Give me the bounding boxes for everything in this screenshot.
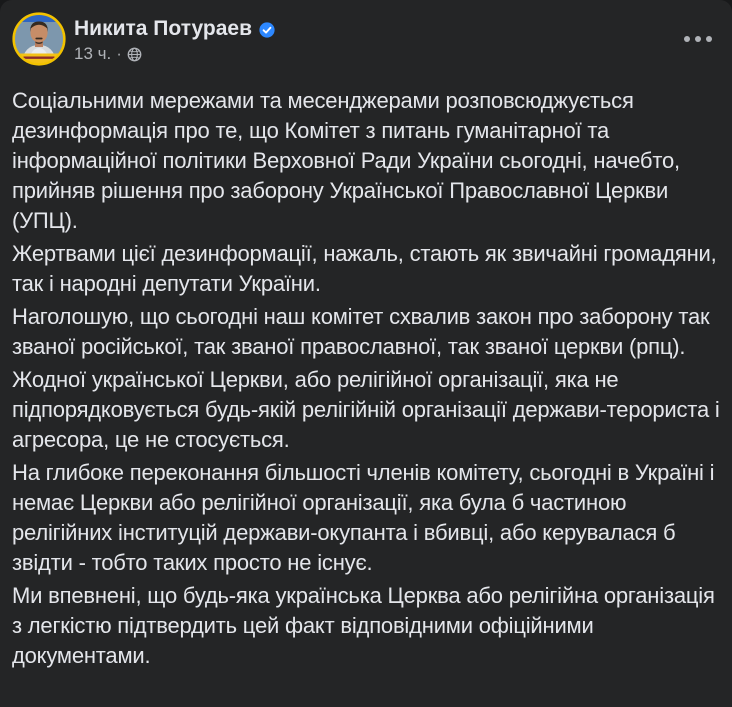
avatar-image [12, 12, 66, 66]
post-options-button[interactable] [678, 28, 718, 50]
avatar[interactable] [12, 12, 66, 66]
post-paragraph: Жертвами цієї дезинформації, нажаль, стають як звичайні громадяни, так і народні депутати України. [12, 241, 717, 296]
verified-badge-icon [259, 22, 275, 38]
post-paragraph: На глибоке переконання більшості членів комітету, сьогодні в Україні і немає Церкви або релігійної організації, яка була б частиною релігійних інституцій держави-окупанта і вбивці, або керувалася б звідти - тобто таких просто не існує. [12, 460, 715, 575]
post-paragraph: Жодної української Церкви, або релігійної організації, яка не підпорядковується будь-якій релігійній організації держави-терориста і агресора, це не стосується. [12, 367, 720, 452]
author-line [74, 16, 275, 42]
post-paragraph: Ми впевнені, що будь-яка українська Церква або релігійна організація з легкістю підтвердить цей факт відповідними офіційними документами. [12, 583, 715, 668]
ellipsis-icon [684, 36, 712, 42]
post-meta [74, 44, 275, 64]
post-text [12, 86, 720, 671]
meta-separator: · [116, 44, 122, 63]
post-paragraph: Наголошую, що сьогодні наш комітет схвалив закон про заборону так званої російської, так званої православної, так званої церкви (рпц). [12, 304, 710, 359]
timestamp[interactable]: 13 ч. [74, 44, 112, 63]
author-block [74, 12, 275, 64]
post-paragraph: Соціальними мережами та месенджерами розповсюджується дезинформація про те, що Комітет з питань гуманітарної та інформаційної політики Верховної Ради України сьогодні, начебто, прийняв рішення про заборону Української Православної Церкви (УПЦ). [12, 88, 680, 233]
post-header [12, 12, 720, 66]
globe-icon [127, 47, 142, 62]
author-name[interactable]: Никита Потураев [74, 17, 252, 40]
